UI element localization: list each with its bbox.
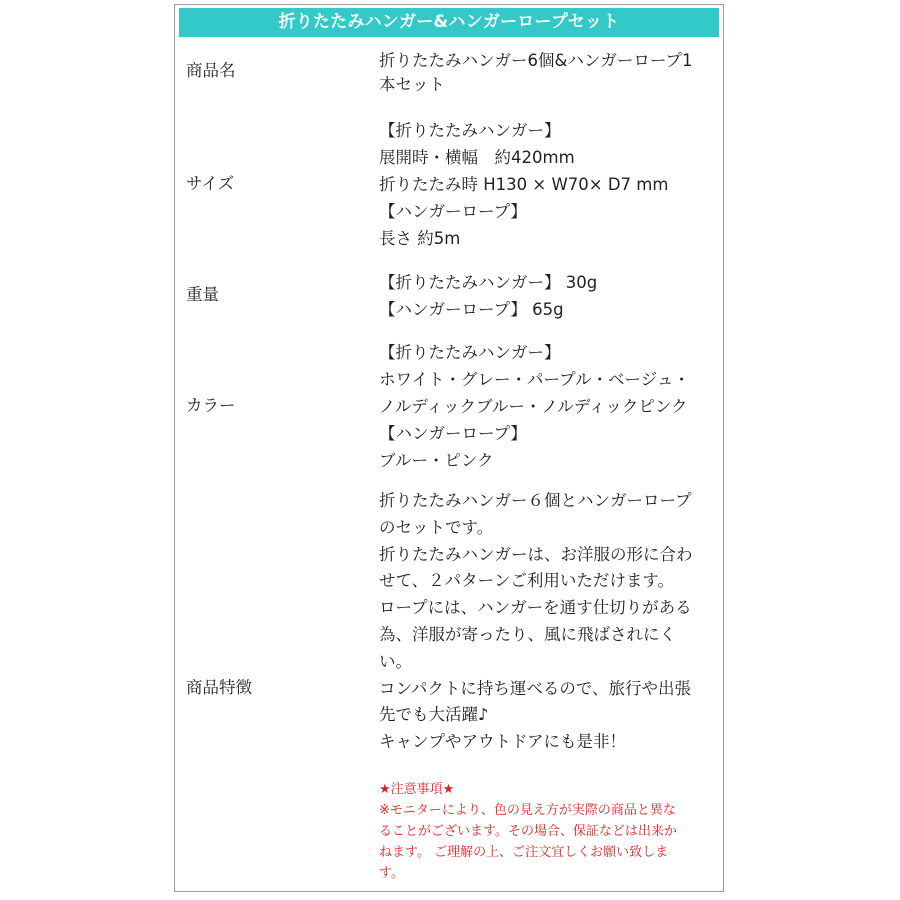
caution-line: ねます。 ご理解の上、ご注文宜しくお願い致しま (379, 845, 669, 860)
row-product-name (175, 45, 723, 105)
value-line: 【ハンガーロープ】 (379, 202, 527, 221)
value-line: 展開時・横幅 約420mm (379, 148, 575, 167)
caution-line: ることがございます。その場合、保証などは出来か (379, 824, 677, 839)
value-line: せて、２パターンご利用いただけます。 (379, 571, 675, 591)
value-line: 本セット (379, 75, 445, 94)
caution-line: ※モニターにより、色の見え方が実際の商品と異な (379, 803, 676, 818)
value-line: ロープには、ハンガーを通す仕切りがある (379, 598, 692, 618)
label-size: サイズ (186, 174, 235, 193)
label-features: 商品特徴 (186, 678, 252, 697)
value-line: 【折りたたみハンガー】 (379, 121, 561, 140)
caution-note (379, 779, 719, 884)
value-weight (379, 269, 719, 323)
label-weight: 重量 (186, 285, 219, 304)
value-line: ノルディックブルー・ノルディックピンク (379, 397, 688, 416)
caution-heading: ★注意事項★ (379, 782, 455, 797)
value-line: 折りたたみハンガー6個&ハンガーロープ1 (379, 51, 693, 70)
label-color: カラー (186, 396, 236, 415)
value-line: 折りたたみハンガー６個とハンガーロープ (379, 491, 692, 510)
value-line: キャンプやアウトドアにも是非！ (379, 732, 627, 752)
value-line: コンパクトに持ち運べるので、旅行や出張 (379, 678, 692, 698)
row-size (175, 117, 723, 252)
caution-line: す。 (379, 866, 404, 881)
value-line: 折りたたみ時 H130 × W70× D7 mm (379, 175, 669, 194)
spec-table (174, 4, 724, 892)
value-line: い。 (379, 651, 412, 671)
value-line: 【折りたたみハンガー】 30g (379, 273, 598, 292)
value-line: 【折りたたみハンガー】 (379, 343, 561, 362)
value-line: ブルー・ピンク (379, 451, 494, 470)
label-product-name: 商品名 (186, 61, 236, 80)
value-line: 【ハンガーロープ】 65g (379, 300, 564, 319)
value-line: 折りたたみハンガーは、お洋服の形に合わ (379, 544, 693, 564)
row-weight (175, 267, 723, 323)
value-features (379, 488, 719, 756)
value-color (379, 339, 719, 474)
table-title: 折りたたみハンガー&ハンガーロープセット (179, 8, 719, 37)
value-line: のセットです。 (379, 517, 494, 537)
value-size (379, 117, 719, 252)
row-color (175, 339, 723, 474)
value-line: ホワイト・グレー・パープル・ベージュ・ (379, 370, 690, 389)
value-line: 為、洋服が寄ったり、風に飛ばされにく (379, 624, 676, 644)
value-line: 先でも大活躍♪ (379, 705, 489, 725)
value-product-name (379, 49, 719, 97)
value-line: 長さ 約5m (379, 229, 461, 248)
value-line: 【ハンガーロープ】 (379, 424, 527, 443)
row-features (175, 488, 723, 888)
